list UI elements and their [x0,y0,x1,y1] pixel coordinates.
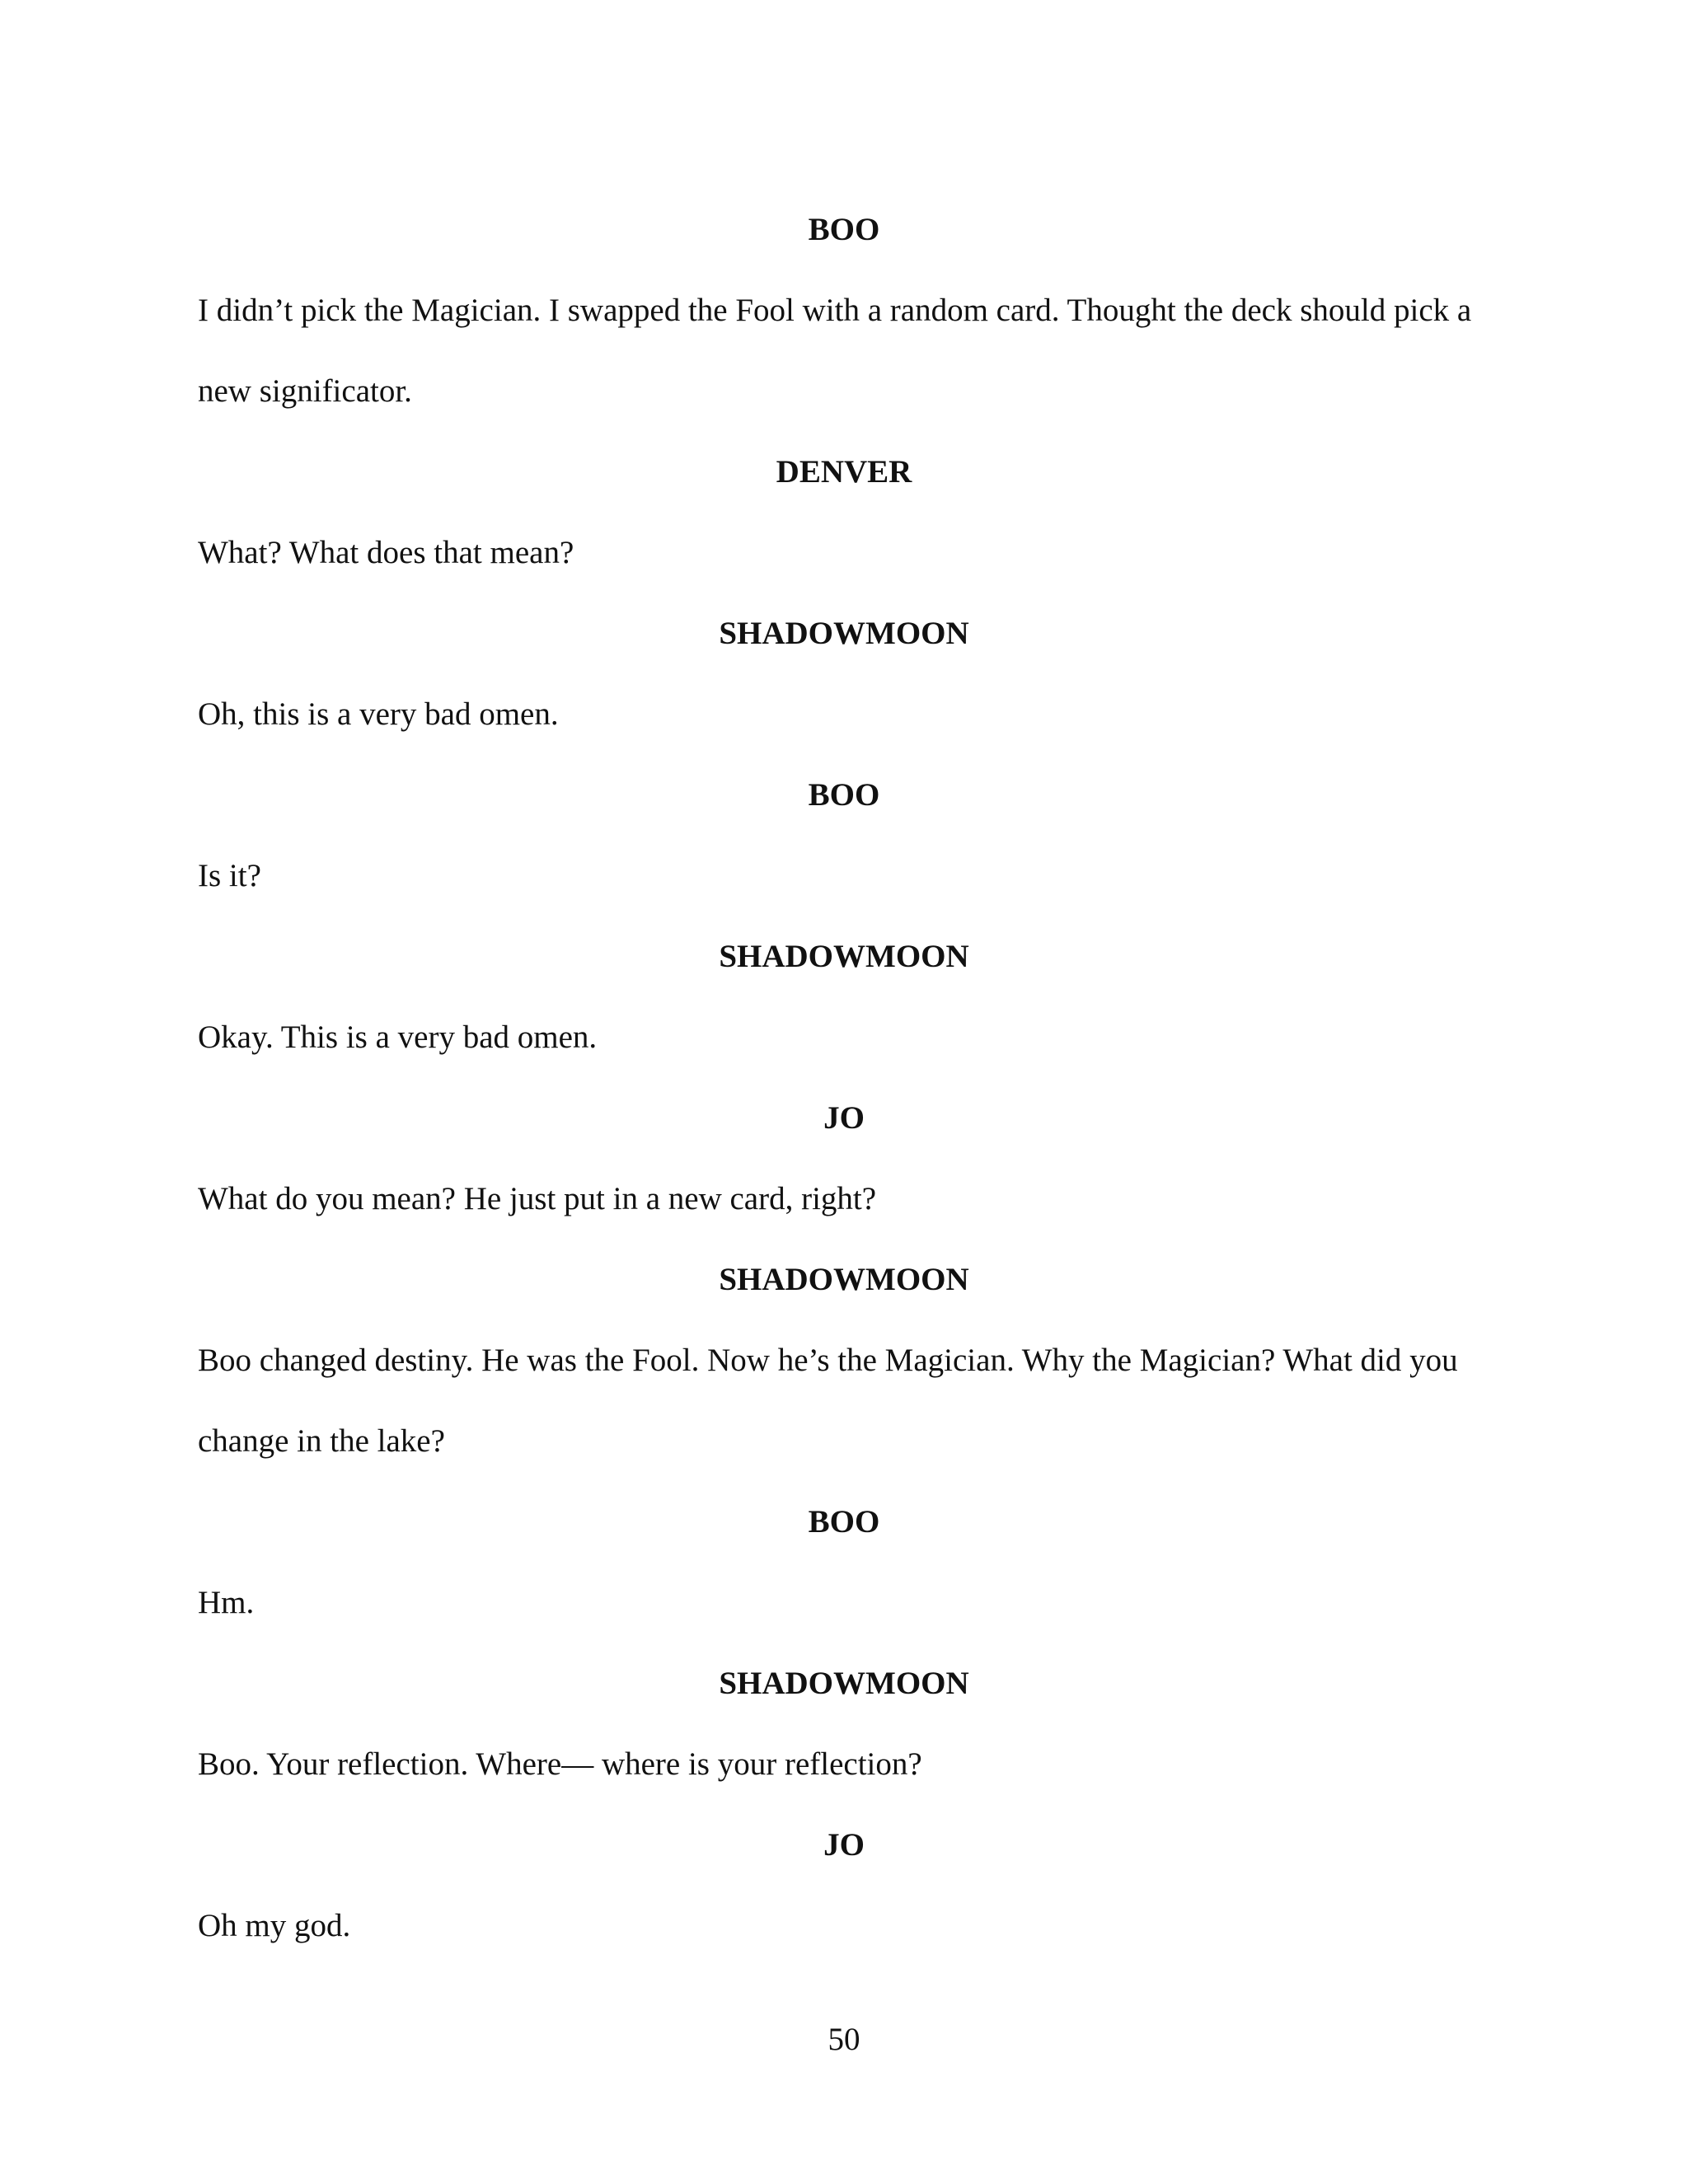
dialogue-line: I didn’t pick the Magician. I swapped the Fool with a random card. Thought the deck should pick a new significator. [198,293,1472,409]
speaker-name: SHADOWMOON [719,939,969,974]
speaker-name: SHADOWMOON [719,1262,969,1297]
speaker-name: BOO [808,777,880,813]
dialogue-line: Boo. Your reflection. Where— where is your reflection? [198,1746,922,1782]
dialogue-block [198,755,1490,916]
speaker-name: BOO [808,1504,880,1540]
dialogue-line: What do you mean? He just put in a new card, right? [198,1181,877,1216]
dialogue-block [198,916,1490,1078]
speaker-name: JO [823,1100,865,1136]
dialogue-block [198,1078,1490,1240]
speaker-name: DENVER [776,454,912,490]
dialogue-block [198,1240,1490,1482]
dialogue-block [198,593,1490,755]
speaker-name: SHADOWMOON [719,616,969,651]
dialogue-line: Is it? [198,858,261,893]
speaker-name: SHADOWMOON [719,1666,969,1701]
speaker-name: BOO [808,212,880,247]
dialogue-block [198,432,1490,593]
dialogue-line: Hm. [198,1585,255,1620]
dialogue-block [198,190,1490,432]
dialogue-block [198,1482,1490,1643]
speaker-name: JO [823,1827,865,1863]
dialogue-block [198,1643,1490,1805]
dialogue-line: Oh my god. [198,1908,351,1943]
dialogue-line: What? What does that mean? [198,535,574,570]
script-body [198,190,1490,1966]
dialogue-line: Okay. This is a very bad omen. [198,1019,598,1055]
page-number: 50 [828,2022,860,2057]
dialogue-line: Boo changed destiny. He was the Fool. Now he’s the Magician. Why the Magician? What did you change in the lake? [198,1343,1458,1459]
dialogue-line: Oh, this is a very bad omen. [198,696,559,732]
dialogue-block [198,1805,1490,1966]
